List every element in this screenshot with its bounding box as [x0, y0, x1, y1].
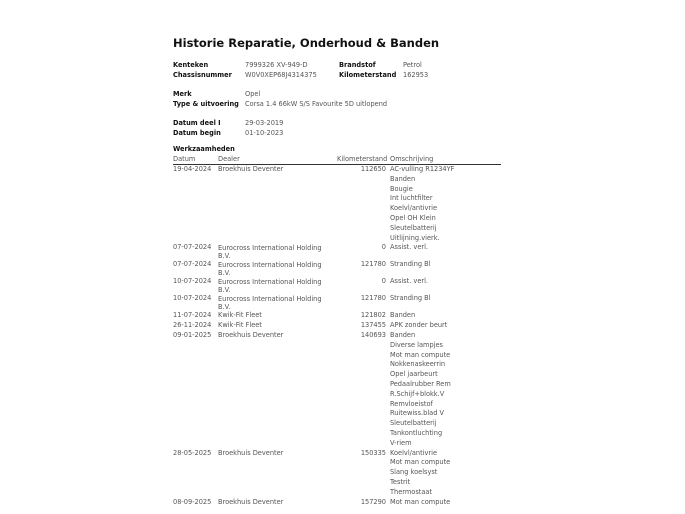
werkzaamheden-heading: Werkzaamheden: [173, 145, 235, 153]
cell-omschrijving: Bougie: [390, 184, 413, 193]
col-header-omschrijving: Omschrijving: [390, 155, 501, 165]
cell-datum: 10-07-2024: [173, 294, 212, 303]
cell-omschrijving: Diverse lampjes: [390, 340, 443, 349]
cell-empty: [218, 341, 337, 351]
table-row: [173, 498, 501, 508]
cell-empty: [173, 409, 218, 419]
table-row-continuation: [173, 400, 501, 410]
cell-omschrijving: Koelvl/antivrie: [390, 448, 438, 457]
kilometerstand-value: 162953: [403, 71, 429, 79]
kilometerstand-label: Kilometerstand: [339, 71, 397, 79]
cell-datum: 10-07-2024: [173, 277, 212, 286]
cell-empty: [218, 488, 337, 498]
chassis-value: W0V0XEP68J4314375: [245, 71, 317, 79]
datum-deel1-value: 29-03-2019: [245, 119, 284, 127]
table-row-continuation: [173, 419, 501, 429]
cell-datum: 08-09-2025: [173, 497, 212, 506]
cell-kilometerstand: 121780: [360, 260, 386, 269]
cell-empty: [173, 234, 218, 244]
cell-omschrijving: Pedaalrubber Rem: [390, 379, 451, 388]
table-row-continuation: [173, 488, 501, 498]
cell-kilometerstand: 140693: [360, 330, 386, 339]
datum-begin-value: 01-10-2023: [245, 129, 284, 137]
cell-empty: [173, 175, 218, 185]
cell-empty: [337, 429, 390, 439]
kenteken-value: 7999326 XV-949-D: [245, 61, 308, 69]
cell-empty: [337, 341, 390, 351]
cell-dealer: Broekhuis Deventer: [218, 448, 284, 457]
table-row-continuation: [173, 390, 501, 400]
report-page: [173, 36, 503, 507]
cell-empty: [337, 204, 390, 214]
cell-omschrijving: Tankontluchting: [390, 428, 443, 437]
cell-empty: [218, 175, 337, 185]
cell-omschrijving: Stranding Bl: [390, 294, 431, 303]
cell-dealer: Broekhuis Deventer: [218, 330, 284, 339]
table-header-row: [173, 155, 501, 165]
cell-empty: [218, 439, 337, 449]
cell-kilometerstand: 0: [381, 243, 386, 252]
cell-empty: [173, 458, 218, 468]
cell-empty: [337, 409, 390, 419]
table-row: [173, 321, 501, 331]
cell-empty: [337, 360, 390, 370]
cell-empty: [337, 478, 390, 488]
cell-empty: [337, 400, 390, 410]
cell-omschrijving: Mot man compute: [390, 458, 451, 467]
cell-dealer: Kwik-Fit Fleet: [218, 321, 262, 330]
cell-empty: [173, 204, 218, 214]
cell-omschrijving: Stranding Bl: [390, 260, 431, 269]
cell-kilometerstand: 137455: [360, 321, 386, 330]
cell-dealer: Eurocross International Holding B.V.: [218, 261, 322, 278]
cell-empty: [218, 204, 337, 214]
cell-omschrijving: AC-vulling R1234YF: [390, 165, 455, 173]
cell-dealer: Eurocross International Holding B.V.: [218, 295, 322, 312]
cell-omschrijving: Mot man compute: [390, 497, 451, 506]
cell-empty: [173, 478, 218, 488]
merk-label: Merk: [173, 90, 192, 98]
table-row: [173, 260, 501, 277]
cell-omschrijving: R.Schijf+blokk.V: [390, 389, 445, 398]
cell-empty: [173, 400, 218, 410]
cell-kilometerstand: 121802: [360, 311, 386, 320]
cell-omschrijving: Uitlijning.vierk.: [390, 233, 440, 242]
cell-empty: [337, 370, 390, 380]
cell-empty: [218, 214, 337, 224]
kenteken-label: Kenteken: [173, 61, 209, 69]
cell-empty: [173, 488, 218, 498]
cell-empty: [218, 234, 337, 244]
cell-empty: [173, 419, 218, 429]
cell-omschrijving: V-riem: [390, 438, 412, 447]
cell-empty: [218, 390, 337, 400]
cell-empty: [173, 390, 218, 400]
cell-empty: [173, 370, 218, 380]
cell-datum: 11-07-2024: [173, 311, 212, 320]
cell-empty: [337, 214, 390, 224]
table-row-continuation: [173, 204, 501, 214]
datum-deel1-label: Datum deel I: [173, 119, 221, 127]
page-title: Historie Reparatie, Onderhoud & Banden: [173, 36, 440, 50]
cell-datum: 28-05-2025: [173, 448, 212, 457]
cell-empty: [218, 194, 337, 204]
cell-omschrijving: Nokkenaskeerrin: [390, 360, 446, 369]
cell-dealer: Eurocross International Holding B.V.: [218, 278, 322, 295]
brandstof-value: Petrol: [403, 61, 422, 69]
table-row-continuation: [173, 409, 501, 419]
table-row: [173, 331, 501, 341]
werkzaamheden-table: [173, 155, 501, 507]
cell-empty: [218, 429, 337, 439]
table-row-continuation: [173, 194, 501, 204]
cell-omschrijving: APK zonder beurt: [390, 321, 448, 330]
cell-omschrijving: Opel OH Klein: [390, 213, 436, 222]
cell-omschrijving: Opel jaarbeurt: [390, 370, 438, 379]
brandstof-label: Brandstof: [339, 61, 376, 69]
cell-empty: [337, 488, 390, 498]
cell-empty: [337, 194, 390, 204]
cell-omschrijving: Banden: [390, 330, 416, 339]
vehicle-dates-info: [173, 118, 503, 138]
type-label: Type & uitvoering: [173, 100, 239, 108]
vehicle-id-info: [173, 60, 503, 80]
cell-datum: 19-04-2024: [173, 165, 212, 173]
table-row: [173, 165, 501, 175]
cell-empty: [218, 360, 337, 370]
cell-kilometerstand: 121780: [360, 294, 386, 303]
cell-empty: [337, 175, 390, 185]
cell-dealer: Eurocross International Holding B.V.: [218, 244, 322, 261]
cell-empty: [337, 185, 390, 195]
cell-omschrijving: Banden: [390, 311, 416, 320]
table-row-continuation: [173, 370, 501, 380]
table-row: [173, 294, 501, 311]
cell-empty: [218, 478, 337, 488]
cell-empty: [173, 360, 218, 370]
cell-omschrijving: Koelvl/antivrie: [390, 204, 438, 213]
cell-empty: [173, 185, 218, 195]
cell-dealer: Broekhuis Deventer: [218, 497, 284, 506]
cell-omschrijving: Assist. verl.: [390, 277, 429, 286]
col-header-dealer: Dealer: [218, 155, 337, 165]
table-row-continuation: [173, 351, 501, 361]
table-row-continuation: [173, 429, 501, 439]
cell-omschrijving: Assist. verl.: [390, 243, 429, 252]
datum-begin-label: Datum begin: [173, 129, 221, 137]
table-row-continuation: [173, 478, 501, 488]
cell-empty: [337, 224, 390, 234]
cell-omschrijving: Int luchtfilter: [390, 194, 433, 203]
table-row-continuation: [173, 439, 501, 449]
cell-empty: [173, 468, 218, 478]
cell-empty: [173, 439, 218, 449]
table-row-continuation: [173, 214, 501, 224]
table-row-continuation: [173, 175, 501, 185]
cell-empty: [337, 351, 390, 361]
table-row-continuation: [173, 234, 501, 244]
cell-datum: 07-07-2024: [173, 260, 212, 269]
cell-empty: [218, 224, 337, 234]
table-row-continuation: [173, 360, 501, 370]
cell-empty: [218, 370, 337, 380]
cell-empty: [337, 468, 390, 478]
cell-omschrijving: Mot man compute: [390, 350, 451, 359]
cell-omschrijving: Ruitewiss.blad V: [390, 409, 444, 418]
cell-empty: [218, 380, 337, 390]
cell-empty: [173, 341, 218, 351]
cell-empty: [218, 419, 337, 429]
cell-empty: [337, 419, 390, 429]
table-row-continuation: [173, 468, 501, 478]
table-row-continuation: [173, 224, 501, 234]
table-row-continuation: [173, 341, 501, 351]
cell-omschrijving: Thermostaat: [390, 487, 433, 496]
cell-empty: [337, 390, 390, 400]
cell-kilometerstand: 112650: [360, 165, 386, 173]
cell-empty: [173, 351, 218, 361]
cell-datum: 26-11-2024: [173, 321, 212, 330]
cell-kilometerstand: 157290: [360, 497, 386, 506]
cell-kilometerstand: 0: [381, 277, 386, 286]
table-row: [173, 311, 501, 321]
cell-datum: 09-01-2025: [173, 330, 212, 339]
cell-empty: [173, 224, 218, 234]
chassis-label: Chassisnummer: [173, 71, 232, 79]
col-header-kilometerstand: Kilometerstand: [337, 155, 390, 165]
cell-empty: [337, 458, 390, 468]
cell-empty: [337, 439, 390, 449]
cell-empty: [173, 214, 218, 224]
spacer: [173, 109, 503, 118]
type-value: Corsa 1.4 66kW S/S Favourite 5D uitlopend: [245, 100, 388, 108]
cell-omschrijving: Testrit: [390, 477, 411, 486]
spacer: [173, 80, 503, 89]
vehicle-model-info: [173, 89, 503, 109]
cell-omschrijving: Banden: [390, 174, 416, 183]
cell-omschrijving: Slang koelsyst: [390, 468, 438, 477]
table-row: [173, 277, 501, 294]
table-row-continuation: [173, 458, 501, 468]
cell-empty: [173, 380, 218, 390]
cell-datum: 07-07-2024: [173, 243, 212, 252]
cell-omschrijving: Remvloeistof: [390, 399, 433, 408]
cell-omschrijving: Sleutelbatterij: [390, 223, 437, 232]
merk-value: Opel: [245, 90, 261, 98]
cell-empty: [218, 185, 337, 195]
cell-empty: [337, 380, 390, 390]
cell-empty: [218, 409, 337, 419]
cell-dealer: Kwik-Fit Fleet: [218, 311, 262, 320]
cell-empty: [173, 194, 218, 204]
table-row: [173, 243, 501, 260]
cell-kilometerstand: 150335: [360, 448, 386, 457]
col-header-datum: Datum: [173, 155, 218, 165]
table-row: [173, 449, 501, 459]
cell-dealer: Broekhuis Deventer: [218, 165, 284, 173]
cell-empty: [218, 351, 337, 361]
cell-empty: [173, 429, 218, 439]
cell-empty: [218, 400, 337, 410]
table-row-continuation: [173, 185, 501, 195]
cell-empty: [337, 234, 390, 244]
table-row-continuation: [173, 380, 501, 390]
cell-omschrijving: Sleutelbatterij: [390, 419, 437, 428]
cell-empty: [218, 468, 337, 478]
cell-empty: [218, 458, 337, 468]
